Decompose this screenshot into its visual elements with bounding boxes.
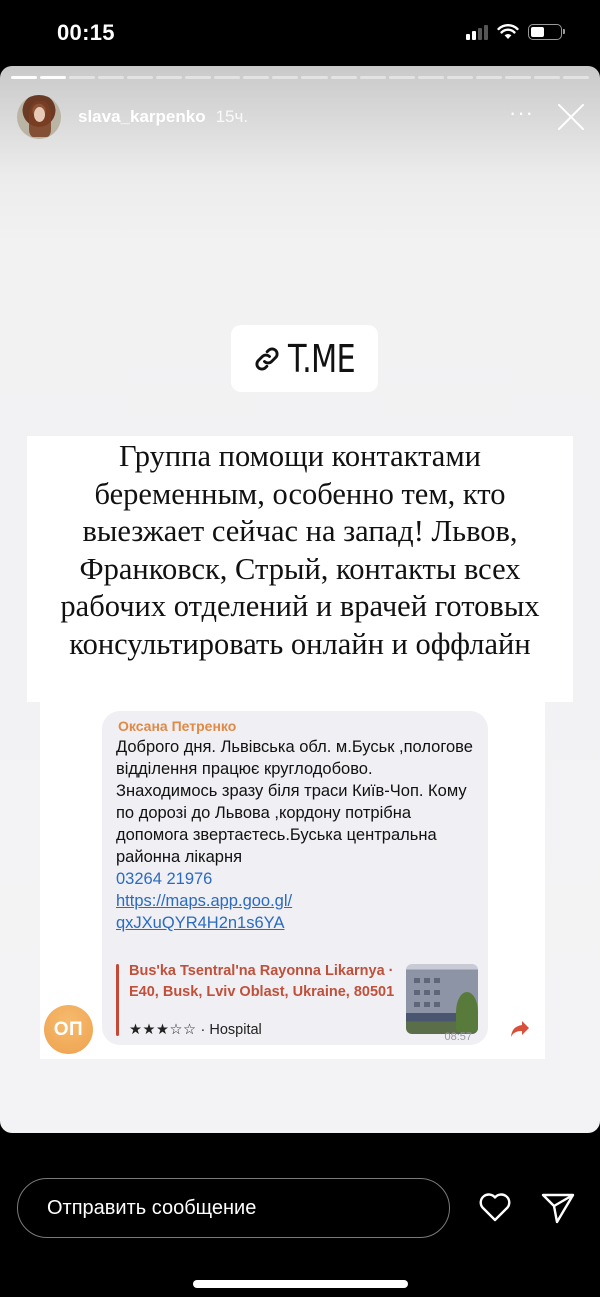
maps-link-line2: qxJXuQYR4H2n1s6YA: [116, 914, 285, 932]
headline-block: [27, 436, 573, 702]
phone-link: 03264 21976: [116, 870, 213, 888]
headline-text: Группа помощи контактами беременным, особенно тем, кто выезжает сейчас на запад! Львов, Франковск, Стрый, контакты всех рабочих отделений и врачей готовых консультировать онлайн и оффлайн: [60, 439, 540, 661]
message-time: 08:57: [444, 1031, 472, 1043]
place-category: · Hospital: [200, 1022, 262, 1038]
place-title: Bus'ka Tsentral'na Rayonna Likarnya · E40, Busk, Lviv Oblast, Ukraine, 80501: [129, 963, 395, 1000]
progress-segment: [156, 76, 182, 79]
progress-segment: [69, 76, 95, 79]
progress-segment: [127, 76, 153, 79]
progress-segment: [214, 76, 240, 79]
message-text: Доброго дня. Львівська обл. м.Буськ ,пологове відділення працює круглодобово. Знаходимось зразу біля траси Київ-Чоп. Кому по дорозі до Львова ,кордону потрібна допомога звертаєтесь.Буська центральна районна лікарня: [116, 738, 473, 866]
more-icon[interactable]: ···: [509, 100, 534, 125]
author-avatar[interactable]: [17, 95, 61, 139]
rating-stars: ★★★☆☆: [129, 1022, 197, 1038]
place-meta: [129, 1022, 262, 1038]
message-bubble: [102, 711, 488, 1045]
progress-segment: [272, 76, 298, 79]
chat-screenshot: [40, 702, 545, 1059]
maps-link-line1: https://maps.app.goo.gl/: [116, 892, 293, 910]
status-time: 00:15: [57, 20, 115, 45]
progress-segment: [447, 76, 473, 79]
place-preview-card: [116, 961, 476, 1037]
sender-name: Оксана Петренко: [118, 718, 237, 734]
close-icon[interactable]: [556, 102, 586, 132]
progress-segment: [418, 76, 444, 79]
battery-icon: [528, 24, 562, 40]
send-icon[interactable]: [540, 1191, 576, 1225]
sender-avatar: ОП: [44, 1005, 93, 1054]
author-username[interactable]: slava_karpenko: [78, 107, 206, 126]
story-time-ago: 15ч.: [215, 107, 249, 126]
status-bar: [0, 0, 600, 66]
hospital-photo: [406, 964, 478, 1034]
signal-icon: [466, 24, 488, 40]
story-progress-bar: [11, 76, 589, 79]
heart-icon[interactable]: [478, 1191, 512, 1223]
progress-segment: [389, 76, 415, 79]
link-icon: [252, 344, 282, 374]
forward-icon: [510, 1020, 530, 1038]
progress-segment: [505, 76, 531, 79]
progress-segment: [563, 76, 589, 79]
wifi-icon: [497, 24, 519, 40]
progress-segment: [40, 76, 66, 79]
progress-segment: [301, 76, 327, 79]
place-accent-bar: [116, 964, 119, 1036]
story-header: [17, 97, 586, 137]
progress-segment: [534, 76, 560, 79]
progress-segment: [476, 76, 502, 79]
progress-segment: [360, 76, 386, 79]
progress-segment: [185, 76, 211, 79]
home-indicator[interactable]: [193, 1280, 408, 1288]
story-viewer[interactable]: [0, 66, 600, 1133]
link-sticker-label: T.ME: [287, 336, 355, 381]
link-sticker[interactable]: [231, 325, 378, 392]
progress-segment: [98, 76, 124, 79]
status-icons: [466, 24, 562, 40]
send-message-input[interactable]: Отправить сообщение: [17, 1178, 450, 1238]
progress-segment: [331, 76, 357, 79]
progress-segment: [11, 76, 37, 79]
progress-segment: [243, 76, 269, 79]
